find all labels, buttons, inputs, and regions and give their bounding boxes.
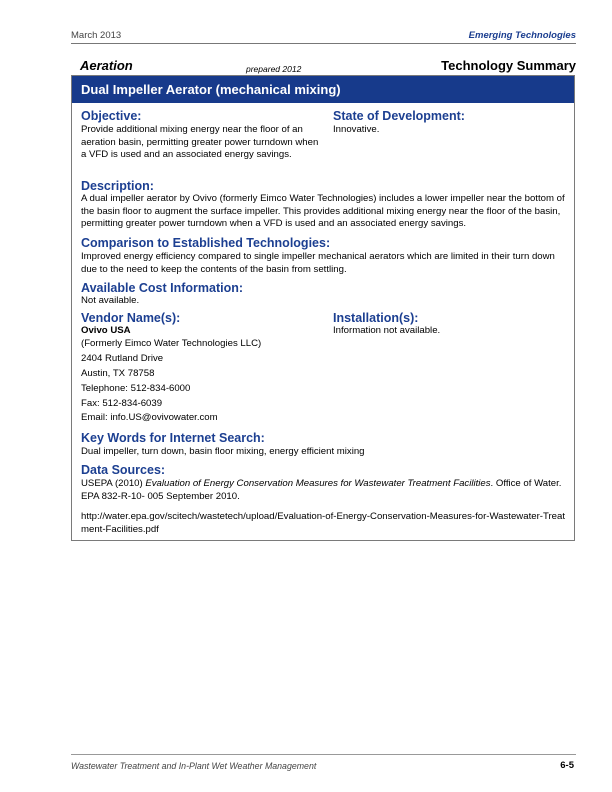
- page-number: 6-5: [560, 760, 574, 771]
- installation-heading: Installation(s):: [333, 311, 419, 325]
- state-text: Innovative.: [333, 124, 380, 135]
- citation-prefix: USEPA (2010): [81, 478, 146, 489]
- vendor-fax: Fax: 512-834-6039: [81, 398, 163, 409]
- keywords-heading: Key Words for Internet Search:: [81, 431, 265, 445]
- citation-suffix: . Office of Water. EPA 832-R-10- 005 September 2010.: [81, 478, 562, 502]
- sources-url[interactable]: [81, 511, 569, 536]
- category-label: Aeration: [80, 58, 133, 73]
- keywords-text: Dual impeller, turn down, basin floor mixing, energy efficient mixing: [81, 446, 365, 457]
- objective-heading: Objective:: [81, 109, 142, 123]
- vendor-address-line1: 2404 Rutland Drive: [81, 353, 164, 364]
- footer-rule: [71, 754, 576, 755]
- header-section: Emerging Technologies: [468, 30, 576, 41]
- sources-heading: Data Sources:: [81, 463, 166, 477]
- sources-citation: [81, 478, 569, 503]
- prepared-date: prepared 2012: [246, 64, 302, 74]
- vendor-address-line2: Austin, TX 78758: [81, 368, 155, 379]
- header-date: March 2013: [71, 30, 122, 41]
- sources-url-link[interactable]: http://water.epa.gov/scitech/wastetech/upload/Evaluation-of-Energy-Conservation-Measures-for-Wastewater-Treatment-Facilities.pdf: [81, 511, 565, 535]
- header-rule: [71, 43, 576, 44]
- state-heading: State of Development:: [333, 109, 465, 123]
- description-text: A dual impeller aerator by Ovivo (formerly Eimco Water Technologies) includes a lower impeller near the bottom of the basin floor to augment the surface impeller. This provides additional mixing energy near the floor of the basin, permitting greater power turndown when a VFD is used and an associated energy savings.: [81, 193, 565, 230]
- vendor-heading: Vendor Name(s):: [81, 311, 181, 325]
- comparison-text: Improved energy efficiency compared to single impeller mechanical aerators which are limited in their turn down due to the need to keep the contents of the basin from settling.: [81, 251, 555, 275]
- vendor-email: Email: info.US@ovivowater.com: [81, 412, 218, 423]
- vendor-telephone: Telephone: 512-834-6000: [81, 383, 191, 394]
- cost-heading: Available Cost Information:: [81, 281, 244, 295]
- summary-box: [71, 75, 575, 541]
- comparison-heading: Comparison to Established Technologies:: [81, 236, 331, 250]
- citation-title: Evaluation of Energy Conservation Measures for Wastewater Treatment Facilities: [145, 478, 491, 489]
- footer-title: Wastewater Treatment and In-Plant Wet Weather Management: [71, 761, 317, 771]
- summary-label: Technology Summary: [441, 58, 576, 73]
- description-heading: Description:: [81, 179, 154, 193]
- vendor-name: Ovivo USA: [81, 325, 131, 336]
- installation-text: Information not available.: [333, 325, 441, 336]
- objective-text: Provide additional mixing energy near the floor of an aeration basin, permitting greater power turndown when a VFD is used and an associated energy savings.: [81, 124, 319, 161]
- vendor-former-name: (Formerly Eimco Water Technologies LLC): [81, 338, 262, 349]
- cost-text: Not available.: [81, 295, 140, 306]
- technology-title: Dual Impeller Aerator (mechanical mixing): [72, 76, 574, 103]
